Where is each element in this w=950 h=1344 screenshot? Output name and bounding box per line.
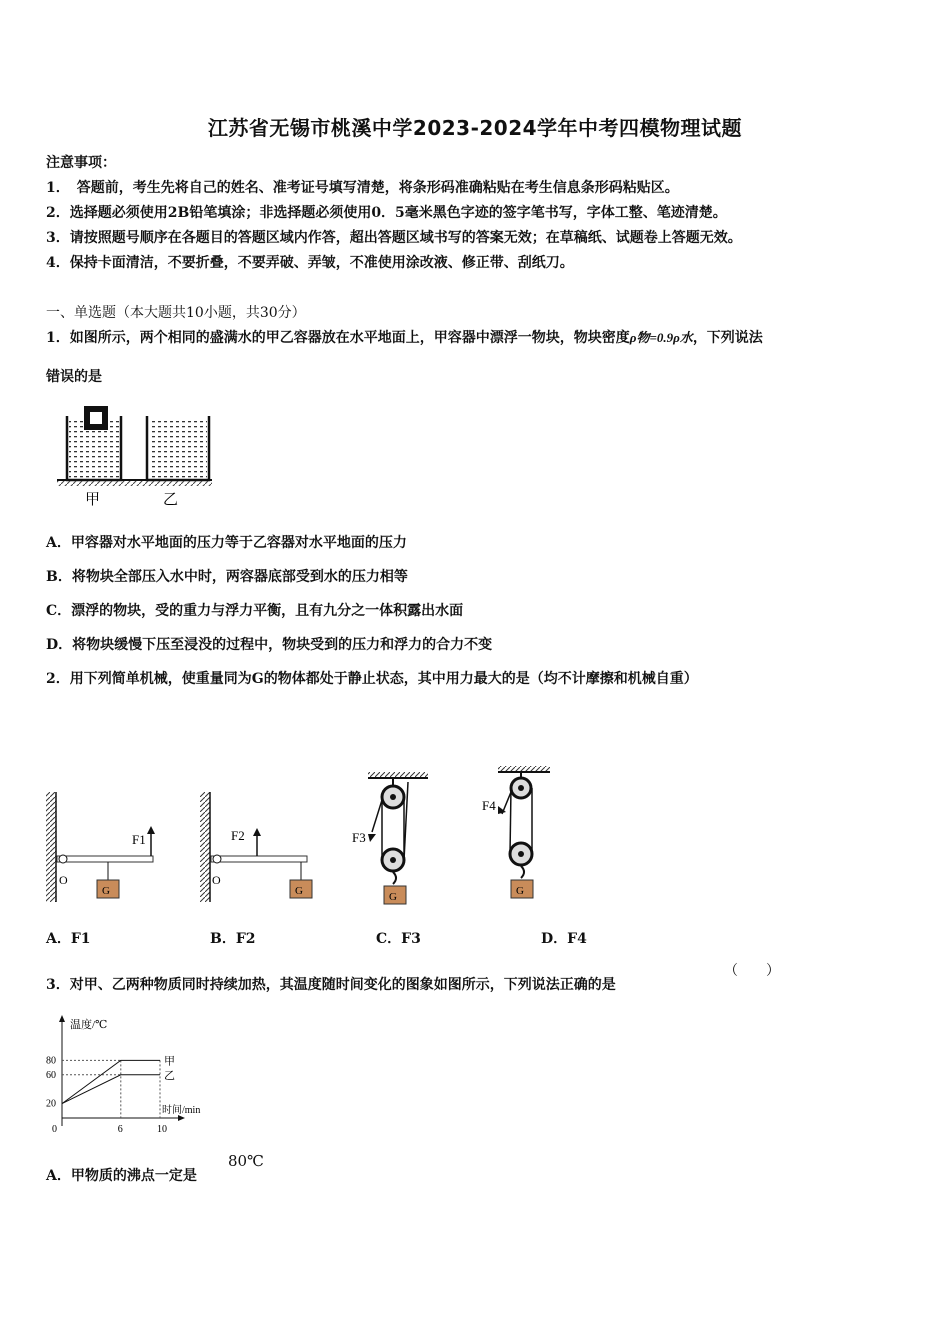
q2-option-b: B．F2 [210,931,256,947]
label-yi: 乙 [163,492,179,508]
series-line-jia [62,1060,160,1103]
notice-item: 3．请按照题号顺序在各题目的答题区域内作答，超出答题区域书写的答案无效；在草稿纸、试题卷上答题无效。 [46,230,742,246]
q1-option-c: C．漂浮的物块，受的重力与浮力平衡，且有九分之一体积露出水面 [46,603,464,619]
page-title: 江苏省无锡市桃溪中学2023-2024学年中考四模物理试题 [207,116,743,140]
lever-a [46,792,155,902]
y-axis-label: 温度/℃ [70,1019,108,1031]
weight-label: G [389,891,397,903]
q2-option-c: C．F3 [376,931,421,947]
force-label: F3 [352,830,366,845]
weight-label: G [516,885,524,897]
x-tick-label: 10 [157,1124,167,1135]
q1-stem: 1．如图所示，两个相同的盛满水的甲乙容器放在水平地面上，甲容器中漂浮一物块，物块密度ρ物=0.9ρ水，下列说法 [46,330,763,346]
beaker-jia [67,406,121,480]
q1-option-a: A．甲容器对水平地面的压力等于乙容器对水平地面的压力 [46,535,407,551]
x-tick-label: 6 [117,1124,123,1135]
weight-label: G [295,885,303,897]
notice-item: 2．选择题必须使用2B铅笔填涂；非选择题必须使用0．5毫米黑色字迹的签字笔书写，字体工整、笔迹清楚。 [46,205,727,221]
y-tick-label: 80 [46,1055,56,1067]
answer-bracket: （ ） [724,963,780,979]
force-label: F4 [482,798,496,813]
q3-chart [40,1010,220,1135]
series-label: 乙 [164,1069,175,1082]
q2-option-d: D．F4 [541,931,587,947]
beaker-yi [147,416,209,480]
pulley-d [482,766,550,898]
y-tick-label: 20 [46,1098,56,1110]
series-label: 甲 [164,1055,175,1068]
force-label: F2 [231,828,245,843]
x-tick-label: 0 [52,1124,57,1135]
y-tick-label: 60 [46,1069,56,1081]
x-axis-label: 时间/min [162,1105,201,1116]
label-jia: 甲 [85,492,101,508]
force-label: F1 [132,832,146,847]
rho-formula: ρ物=0.9ρ水 [629,330,693,345]
pivot-label: O [212,873,221,887]
section-heading: 一、单选题（本大题共10小题，共30分） [46,305,306,321]
q3-option-a: A．甲物质的沸点一定是 [46,1168,197,1184]
weight-label: G [102,885,110,897]
q3-option-a-value: 80℃ [228,1152,264,1170]
q2-figure [40,762,580,912]
lever-b [200,792,312,902]
q1-option-d: D．将物块缓慢下压至浸没的过程中，物块受到的压力和浮力的合力不变 [46,637,493,653]
q3-stem: 3．对甲、乙两种物质同时持续加热，其温度随时间变化的图象如图所示，下列说法正确的是 [46,977,616,993]
q1-option-b: B．将物块全部压入水中时，两容器底部受到水的压力相等 [46,569,408,585]
q2-stem: 2．用下列简单机械，使重量同为G的物体都处于静止状态，其中用力最大的是（均不计摩擦和机械自重） [46,671,698,687]
pulley-c [352,772,428,904]
notice-item: 1． 答题前，考生先将自己的姓名、准考证号填写清楚，将条形码准确粘贴在考生信息条形码粘贴区。 [46,180,679,196]
pivot-label: O [59,873,68,887]
q2-option-a: A．F1 [46,931,91,947]
q1-figure [55,400,215,512]
notice-item: 4．保持卡面清洁，不要折叠，不要弄破、弄皱，不准使用涂改液、修正带、刮纸刀。 [46,255,574,271]
series-line-yi [62,1075,160,1104]
q1-stem-cont: 错误的是 [46,369,102,385]
notice-heading: 注意事项： [46,155,116,171]
